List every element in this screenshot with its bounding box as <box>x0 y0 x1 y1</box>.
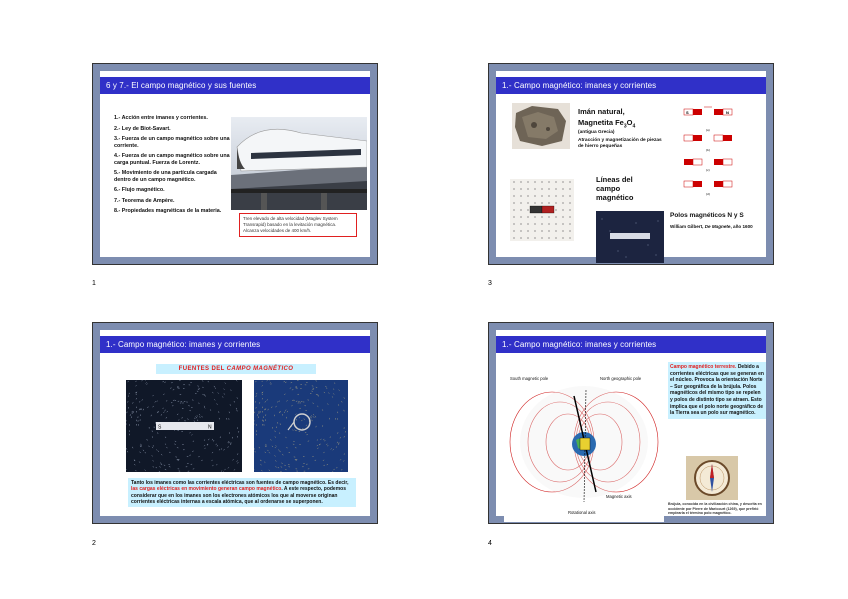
grid-dot <box>555 181 556 182</box>
grid-dot <box>520 230 521 231</box>
slide-3-title: 1.- Campo magnético: imanes y corrientes <box>496 77 766 94</box>
magnetite-note: (antigua Grecia) <box>578 130 615 135</box>
rotational-axis-label: Rotational axis <box>568 510 596 515</box>
grid-dot <box>527 202 528 203</box>
grid-dot <box>534 181 535 182</box>
formula-text: Magnetita Fe <box>578 118 624 127</box>
formula-sub: 4 <box>632 123 636 130</box>
grid-dot <box>513 195 514 196</box>
grid-dot <box>562 237 563 238</box>
grid-dot <box>513 188 514 189</box>
grid-dot <box>548 181 549 182</box>
grid-dot <box>520 216 521 217</box>
grid-dot <box>541 195 542 196</box>
formula-o: O <box>626 118 633 127</box>
sources-explanation <box>128 478 356 507</box>
topic-item: 4.- Fuerza de un campo magnético sobre una carga puntual. Fuerza de Lorentz. <box>114 153 230 166</box>
magnetite-desc: Atracción y magnetización de piezas de hierro pequeñas <box>578 138 662 150</box>
grid-dot <box>541 237 542 238</box>
grid-dot <box>513 216 514 217</box>
explanation-highlight: las cargas eléctricas en movimiento generan campo magnético <box>131 486 282 493</box>
formula-sub: 3 <box>623 123 627 130</box>
magnetic-axis-label: Magnetic axis <box>606 494 632 499</box>
grid-dot <box>527 216 528 217</box>
grid-dot <box>562 188 563 189</box>
magnet-s-label: N <box>208 424 212 431</box>
topic-item: 2.- Ley de Biot-Savart. <box>114 125 171 132</box>
banner-highlight: CAMPO MAGNÉTICO <box>226 366 294 372</box>
grid-dot <box>555 202 556 203</box>
gilbert-author: William Gilbert, <box>670 224 705 229</box>
magnetite-title-1: Imán natural, <box>578 107 625 116</box>
grid-dot <box>569 202 570 203</box>
grid-dot <box>548 195 549 196</box>
slide-3-content <box>496 71 766 257</box>
grid-dot <box>541 202 542 203</box>
compass-caption: Brújula, conocida en la civilización china, y descrita en occidente por Pierre de Maricourt (1269), que prefirió emplearla el término polo magnético. <box>668 502 762 516</box>
grid-dot <box>548 230 549 231</box>
grid-dot <box>520 188 521 189</box>
grid-dot <box>520 202 521 203</box>
grid-dot <box>541 216 542 217</box>
grid-dot <box>562 230 563 231</box>
grid-dot <box>513 237 514 238</box>
earth-field-text: Debido a corrientes eléctricas que se generan en el núcleo. Provoca la orientación Norte – Sur geográfica de la brújula. Polos magnéticos del mismo tipo se repelen y polos de distinto tipo se atraen. Esto implica que el polo norte geográfico de la Tierra sea un polo sur magnético. <box>670 364 764 417</box>
slide-4 <box>488 322 774 524</box>
grid-dot <box>534 188 535 189</box>
slide-4-content <box>496 330 766 516</box>
s-label: N <box>726 110 729 115</box>
grid-dot <box>562 202 563 203</box>
grid-dot <box>527 237 528 238</box>
grid-dot <box>520 237 521 238</box>
banner-prefix: FUENTES DEL <box>178 366 227 372</box>
topic-item: 8.- Propiedades magnéticas de la materia. <box>114 208 222 214</box>
explanation-text: Tanto los imanes como las corrientes eléctricas son fuentes de campo magnético. Es decir, <box>131 480 349 486</box>
grid-dot <box>541 223 542 224</box>
field-lines-title-2: campo <box>596 184 621 193</box>
grid-dot <box>548 223 549 224</box>
grid-dot <box>513 230 514 231</box>
gilbert-citation <box>670 224 762 230</box>
grid-dot <box>569 181 570 182</box>
magnetite-photo <box>512 103 570 149</box>
bar-magnet-photo <box>596 211 664 263</box>
train-caption: Tren elevado de alta velocidad (Maglev System Transrapid) basado en la levitación magnética. Alcanza velocidades de 400 km/h. <box>239 213 357 237</box>
grid-dot <box>534 195 535 196</box>
grid-dot <box>562 195 563 196</box>
slide-4-title: 1.- Campo magnético: imanes y corrientes <box>496 336 766 353</box>
pole-interaction-diagram <box>682 103 766 197</box>
fig-label: (c) <box>706 168 710 172</box>
topic-item: 7.- Teorema de Ampère. <box>114 197 175 204</box>
grid-dot <box>562 223 563 224</box>
poles-title: Polos magnéticos N y S <box>670 212 744 219</box>
slide-2-content <box>100 330 370 516</box>
earth-field-explanation <box>668 362 766 419</box>
sources-banner <box>156 364 316 374</box>
fig-label: (b) <box>706 148 710 152</box>
grid-dot <box>569 237 570 238</box>
magnet-n-label: S <box>158 424 162 431</box>
grid-dot <box>534 230 535 231</box>
grid-dot <box>569 195 570 196</box>
grid-dot <box>555 237 556 238</box>
grid-dot <box>513 223 514 224</box>
iron-filings-bar-magnet-photo <box>126 380 242 472</box>
topic-item: 6.- Flujo magnético. <box>114 187 165 193</box>
topic-item: 1.- Acción entre imanes y corrientes. <box>114 115 208 121</box>
gilbert-year: , año 1600 <box>730 224 753 229</box>
grid-dot <box>562 181 563 182</box>
grid-dot <box>548 237 549 238</box>
grid-dot <box>534 237 535 238</box>
slide-1-title: 6 y 7.- El campo magnético y sus fuentes <box>100 77 370 94</box>
iron-filings-wire-photo <box>254 380 348 472</box>
iron-filings-grid-photo <box>510 179 574 241</box>
grid-dot <box>534 216 535 217</box>
grid-dot <box>534 223 535 224</box>
slide-2-title: 1.- Campo magnético: imanes y corrientes <box>100 336 370 353</box>
slide-3 <box>488 63 774 265</box>
grid-dot <box>527 223 528 224</box>
grid-dot <box>548 202 549 203</box>
grid-dot <box>569 230 570 231</box>
grid-dot <box>520 223 521 224</box>
field-lines-title-1: Líneas del <box>596 175 633 184</box>
earth-magnetic-field-diagram <box>504 362 664 522</box>
gilbert-work: De Magnete <box>704 224 731 229</box>
grid-dot <box>555 230 556 231</box>
topic-item: 5.- Movimiento de una partícula cargada dentro de un campo magnético. <box>114 170 217 183</box>
grid-dot <box>569 209 570 210</box>
slide-1-content <box>100 71 370 257</box>
grid-dot <box>562 209 563 210</box>
slide-1 <box>92 63 378 265</box>
earth-field-heading: Campo magnético terrestre. <box>670 364 737 370</box>
grid-dot <box>541 181 542 182</box>
north-geographic-pole-label: North geographic pole <box>600 376 642 381</box>
grid-dot <box>555 223 556 224</box>
grid-dot <box>534 202 535 203</box>
n-label: S <box>686 110 689 115</box>
page-number: 3 <box>488 280 492 287</box>
grid-dot <box>527 195 528 196</box>
page-number: 1 <box>92 280 96 287</box>
maglev-train-photo <box>231 117 367 210</box>
slide-2 <box>92 322 378 524</box>
grid-dot <box>569 216 570 217</box>
grid-dot <box>555 195 556 196</box>
field-lines-title-3: magnético <box>596 193 634 202</box>
grid-dot <box>555 216 556 217</box>
grid-dot <box>555 188 556 189</box>
grid-dot <box>548 216 549 217</box>
grid-dot <box>520 195 521 196</box>
grid-dot <box>513 209 514 210</box>
grid-dot <box>562 216 563 217</box>
grid-dot <box>513 202 514 203</box>
grid-dot <box>513 181 514 182</box>
grid-dot <box>541 188 542 189</box>
grid-dot <box>527 230 528 231</box>
topic-item: 3.- Fuerza de un campo magnético sobre una corriente. <box>114 136 230 149</box>
grid-dot <box>541 230 542 231</box>
grid-dot <box>569 188 570 189</box>
grid-dot <box>520 209 521 210</box>
grid-dot <box>548 188 549 189</box>
grid-dot <box>527 188 528 189</box>
grid-dot <box>520 181 521 182</box>
compass-photo <box>686 456 738 500</box>
page-number: 4 <box>488 540 492 547</box>
topic-list <box>114 115 234 219</box>
fig-label: (d) <box>706 192 710 196</box>
grid-dot <box>527 209 528 210</box>
grid-dot <box>555 209 556 210</box>
grid-dot <box>527 181 528 182</box>
explanation-text: . A este respecto, podemos considerar que en los imanes son los electrones atómicos los que al moverse originan corrientes eléctricas internas a escala atómica, que al ordenarse se superponen. <box>131 486 346 505</box>
fig-label: (a) <box>706 128 710 132</box>
south-magnetic-pole-label: South magnetic pole <box>510 376 549 381</box>
page-number: 2 <box>92 540 96 547</box>
grid-dot <box>569 223 570 224</box>
